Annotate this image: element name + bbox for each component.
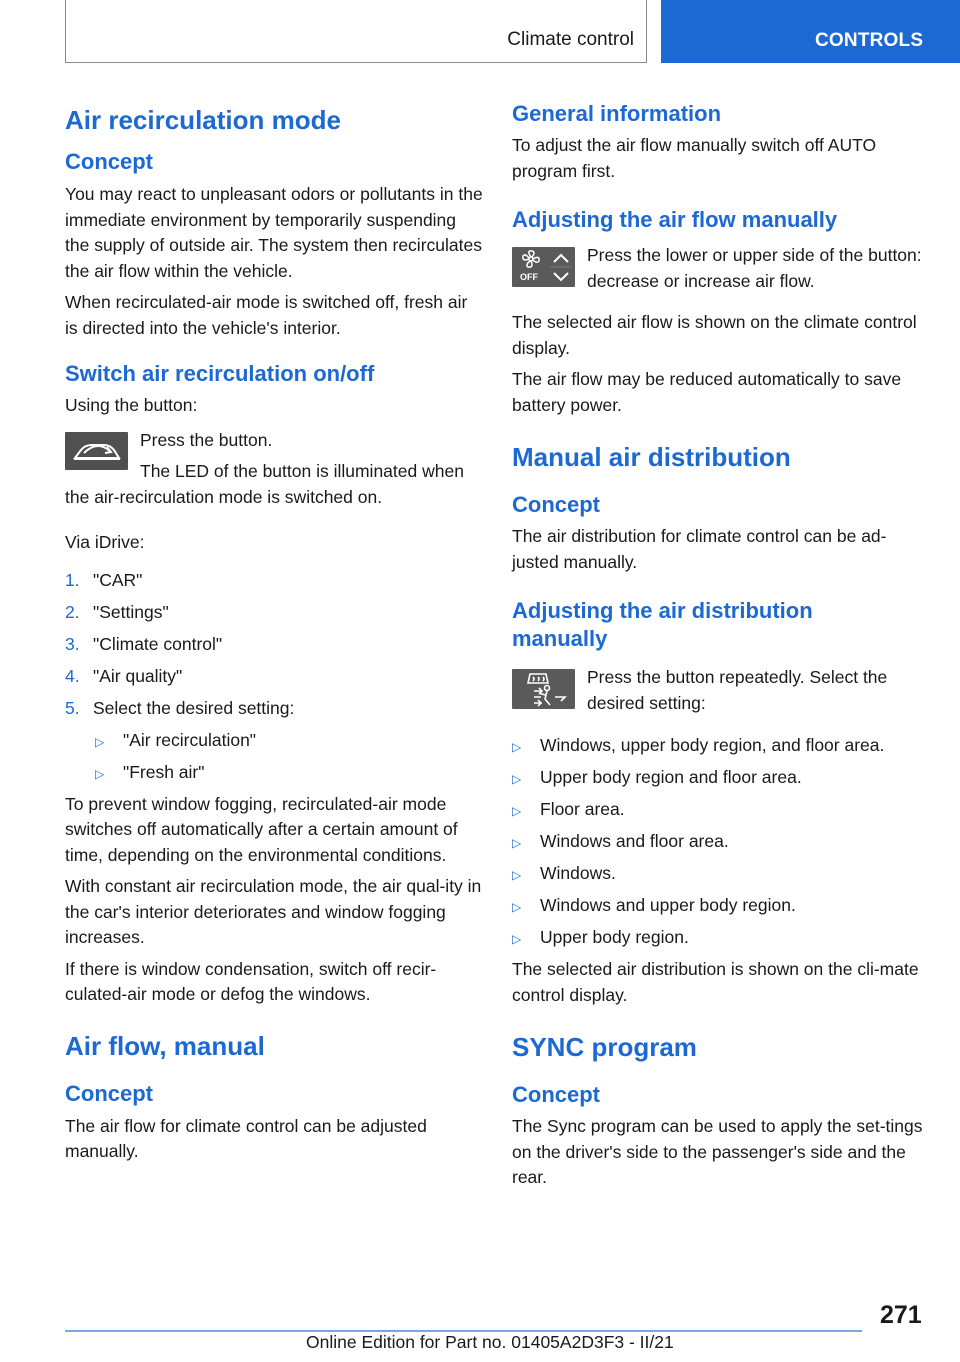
fan-button-icon — [512, 247, 575, 287]
paragraph: Press the lower or upper side of the button: decrease or increase air flow. — [587, 245, 922, 291]
air-flow-button-row — [512, 243, 925, 294]
paragraph: With constant air recirculation mode, the air qual-ity in the car's interior deteriorates and window fogging increases. — [65, 876, 482, 947]
triangle-bullet-icon: ▷ — [512, 804, 522, 818]
subheading-adjusting-air-distribution: Adjusting the air distribution manually — [512, 598, 813, 651]
header-tab-controls[interactable] — [661, 0, 960, 63]
list-item: 5. Select the desired setting: — [65, 697, 295, 718]
paragraph: Press the button. — [140, 429, 273, 450]
paragraph: The Sync program can be used to apply the set-tings on the driver's side to the passenger's side and the rear. — [512, 1116, 923, 1187]
header-section-box — [65, 0, 647, 63]
triangle-bullet-icon: ▷ — [512, 932, 522, 946]
list-item: ▷ Windows, upper body region, and floor area. — [512, 733, 925, 759]
paragraph: You may react to unpleasant odors or pollutants in the immediate environment by temporarily suspending the supply of outside air. The system then recirculates the air flow within the vehicle. — [65, 184, 483, 281]
triangle-bullet-icon: ▷ — [95, 734, 105, 749]
paragraph: Using the button: — [65, 395, 198, 415]
subheading-concept: Concept — [65, 1080, 153, 1106]
list-item: 2. "Settings" — [65, 601, 169, 622]
paragraph: If there is window condensation, switch off recir-culated-air mode or defog the windows. — [65, 958, 437, 1004]
paragraph: Press the button repeatedly. Select the desired setting: — [587, 667, 888, 713]
paragraph: The air flow may be reduced automatically to save battery power. — [512, 369, 902, 415]
right-column — [512, 100, 925, 1191]
subheading-switch-recirculation: Switch air recirculation on/off — [65, 361, 375, 386]
heading-air-flow-manual: Air flow, manual — [65, 1030, 265, 1061]
air-distribution-button-icon — [512, 669, 575, 709]
heading-air-recirculation: Air recirculation mode — [65, 105, 341, 135]
settings-sublist — [65, 728, 483, 786]
heading-sync-program: SYNC program — [512, 1032, 697, 1062]
triangle-bullet-icon: ▷ — [512, 740, 522, 754]
header-tab-label: CONTROLS — [815, 30, 924, 51]
triangle-bullet-icon: ▷ — [512, 836, 522, 850]
paragraph: The air distribution for climate control can be ad-justed manually. — [512, 526, 887, 572]
page-number: 271 — [880, 1301, 922, 1329]
paragraph: The selected air flow is shown on the climate control display. — [512, 312, 917, 358]
subheading-adjusting-air-flow: Adjusting the air flow manually — [512, 207, 838, 232]
paragraph: The LED of the button is illuminated when the air-recirculation mode is switched on. — [65, 461, 464, 507]
list-item: ▷ Upper body region and floor area. — [512, 765, 925, 791]
recirculation-button-row — [65, 428, 483, 511]
paragraph: To adjust the air flow manually switch off AUTO program first. — [512, 135, 877, 181]
paragraph: Via iDrive: — [65, 532, 145, 552]
paragraph: The air flow for climate control can be adjusted manually. — [65, 1115, 427, 1161]
list-item: 3. "Climate control" — [65, 633, 223, 654]
list-item: ▷ Floor area. — [512, 797, 925, 823]
list-item: ▷ Windows and floor area. — [512, 829, 925, 855]
triangle-bullet-icon: ▷ — [512, 868, 522, 882]
air-distribution-button-row — [512, 665, 925, 716]
triangle-bullet-icon: ▷ — [95, 766, 105, 781]
list-item: 1. "CAR" — [65, 569, 143, 590]
idrive-steps-list — [65, 568, 483, 722]
triangle-bullet-icon: ▷ — [512, 900, 522, 914]
subheading-general-information: General information — [512, 101, 722, 126]
list-item: ▷ "Fresh air" — [65, 760, 483, 786]
list-item: ▷ Upper body region. — [512, 925, 925, 951]
list-item: ▷ Windows. — [512, 861, 925, 887]
left-column — [65, 100, 483, 1165]
list-item: 4. "Air quality" — [65, 665, 183, 686]
footer-edition: Online Edition for Part no. 01405A2D3F3 - II/21 — [306, 1332, 674, 1352]
heading-manual-air-distribution: Manual air distribution — [512, 442, 791, 472]
list-item: ▷ Windows and upper body region. — [512, 893, 925, 919]
paragraph: The selected air distribution is shown on the cli-mate control display. — [512, 959, 919, 1005]
distribution-options-list — [512, 733, 925, 951]
list-item: ▷ "Air recirculation" — [65, 728, 483, 754]
paragraph: To prevent window fogging, recirculated-air mode switches off automatically after a certain amount of time, depending on the environmental conditions. — [65, 793, 458, 865]
paragraph: When recirculated-air mode is switched off, fresh air is directed into the vehicle's interior. — [65, 292, 468, 338]
subheading-concept: Concept — [512, 1082, 600, 1107]
triangle-bullet-icon: ▷ — [512, 772, 522, 786]
subheading-concept: Concept — [512, 492, 600, 517]
recirculation-button-icon — [65, 432, 128, 470]
fan-off-label: OFF — [520, 272, 538, 282]
subheading-concept: Concept — [65, 149, 153, 174]
header-section-title: Climate control — [507, 29, 634, 50]
